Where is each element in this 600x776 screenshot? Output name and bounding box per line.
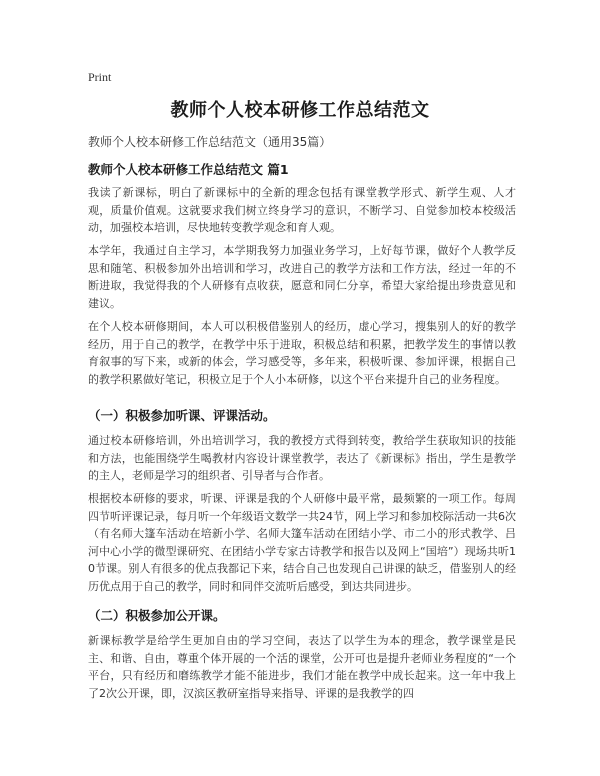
document-subtitle: 教师个人校本研修工作总结范文（通用35篇）	[88, 135, 332, 149]
paragraph-1: 我读了新课标，明白了新课标中的全新的理念包括有课堂教学形式、新学生观、人才观，质量价值观。这就要求我们树立终身学习的意识，不断学习、自觉参加校本校级活动，加强校本培训，尽快地转变教学观念和育人观。	[88, 186, 516, 234]
paragraph-5: 根据校本研修的要求，听课、评课是我的个人研修中最平常，最频繁的一项工作。每周四节听评课记录，每月听一个年级语文数学一共24节，网上学习和参加校际活动一共6次（有名师大篷车活动在培新小学、名师大篷车活动在团结小学、市二小的形式教学、吕河中心小学的微型课研究、在团结小学专家古诗教学和报告以及网上“国培”）现场共听10节课。别人有很多的优点我都记下来，结合自己也发现自己讲课的缺乏，借鉴别人的经历优点用于自己的教学，同时和同伴交流听后感受，到达共同进步。	[88, 492, 516, 593]
paragraph-2: 本学年，我通过自主学习，本学期我努力加强业务学习，上好每节课，做好个人教学反思和随笔、积极参加外出培训和学习，改进自己的教学方法和工作方法，经过一年的不断进取，我觉得我的个人研修有点收获，愿意和同仁分享，希望大家给提出珍贵意见和建议。	[88, 244, 516, 310]
subheading-open-class: （二）积极参加公开课。	[88, 608, 226, 623]
page-title: 教师个人校本研修工作总结范文	[170, 100, 430, 121]
subheading-listening: （一）积极参加听课、评课活动。	[88, 408, 276, 423]
paragraph-3: 在个人校本研修期间，本人可以积极借鉴别人的经历，虚心学习，搜集别人的好的教学经历，用于自己的教学，在教学中乐于进取，积极总结和积累，把教学发生的事情以教育叙事的写下来，或新的体会，学习感受等，多年来，积极听课、参加评课，根据自己的教学积累做好笔记，积极立足于个人小本研修，以这个平台来提升自己的业务程度。	[88, 320, 516, 386]
section-heading: 教师个人校本研修工作总结范文 篇1	[88, 162, 289, 177]
print-link[interactable]: Print	[88, 70, 112, 84]
paragraph-6: 新课标教学是给学生更加自由的学习空间，表达了以学生为本的理念，教学课堂是民主、和谐、自由，尊重个体开展的一个活的课堂，公开可也是提升老师业务程度的“一个平台，只有经历和磨练教学才能不能进步，我们才能在教学中成长起来。这一年中我上了2次公开课，即，汉滨区教研室指导来指导、评课的是我教学的四	[88, 634, 516, 700]
paragraph-4: 通过校本研修培训，外出培训学习，我的教授方式得到转变，教给学生获取知识的技能和方法，也能围绕学生喝教材内容设计课堂教学，表达了《新课标》指出，学生是教学的主人，老师是学习的组织者、引导者与合作者。	[88, 434, 516, 482]
